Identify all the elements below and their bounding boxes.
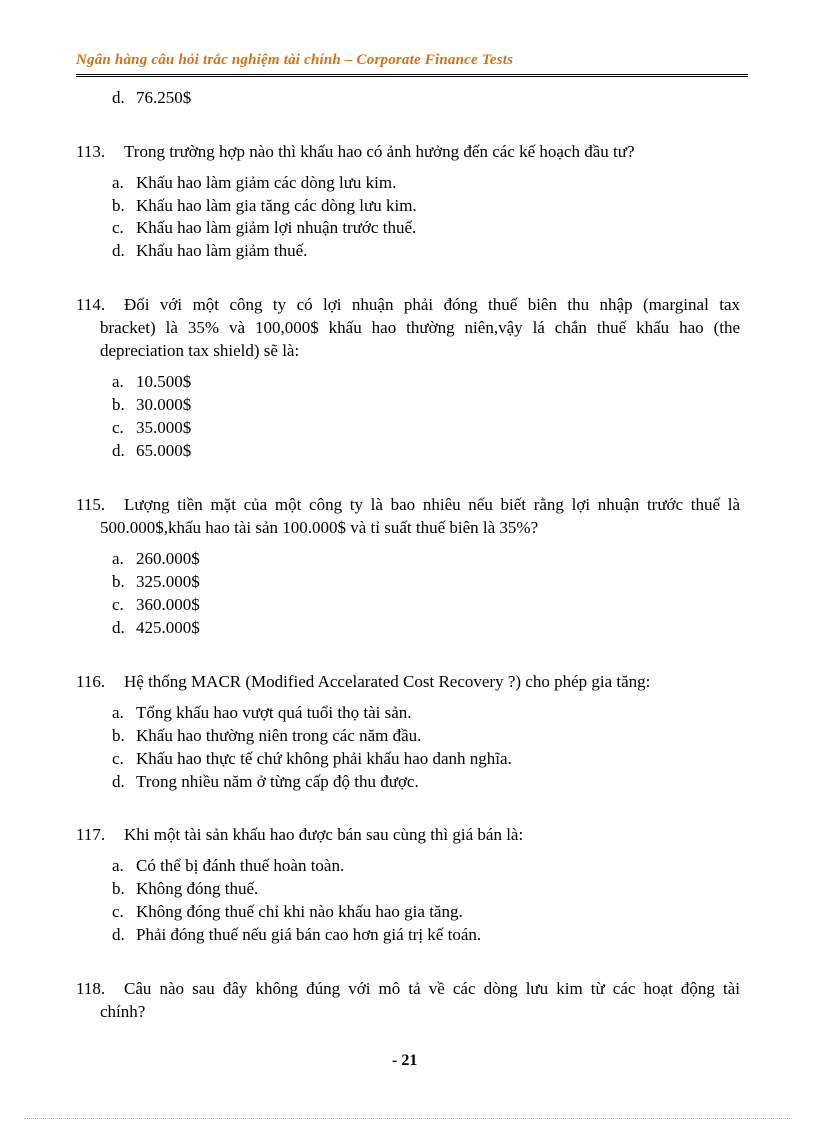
- page-bottom-border: [24, 1118, 792, 1119]
- option-b: [112, 724, 421, 747]
- option-a: [112, 370, 191, 393]
- option-b: [112, 194, 417, 217]
- question-text-line-2: bracket) là 35% và 100,000$ khấu hao thường niên,vậy lá chắn thuế khấu hao (the: [100, 318, 740, 337]
- option-d: [112, 439, 191, 462]
- option-a: [112, 547, 200, 570]
- option-letter: d.: [112, 618, 125, 637]
- option-letter: a.: [112, 856, 124, 875]
- option-text: 10.500$: [136, 372, 192, 391]
- question-number: 115.: [76, 495, 106, 514]
- option-text: Trong nhiều năm ở từng cấp độ thu được.: [136, 772, 419, 791]
- option-letter: a.: [112, 549, 124, 568]
- option-text: Khấu hao làm giảm lợi nhuận trước thuế.: [136, 218, 417, 237]
- option-a: [112, 701, 412, 724]
- option-letter: b.: [112, 879, 125, 898]
- option-d: [112, 616, 200, 639]
- option-text: 76.250$: [136, 88, 192, 107]
- option-text: 30.000$: [136, 395, 192, 414]
- question-number: 113.: [76, 142, 106, 161]
- option-d: [112, 923, 481, 946]
- option-text: 425.000$: [136, 618, 200, 637]
- question-number: 118.: [76, 979, 106, 998]
- question-text-line-3: depreciation tax shield) sẽ là:: [100, 341, 300, 360]
- option-text: Không đóng thuế chỉ khi nào khấu hao gia tăng.: [136, 902, 463, 921]
- option-letter: b.: [112, 726, 125, 745]
- option-a: [112, 171, 396, 194]
- question-number: 117.: [76, 825, 106, 844]
- option-text: 325.000$: [136, 572, 200, 591]
- option-text: Khấu hao làm gia tăng các dòng lưu kim.: [136, 196, 417, 215]
- option-c: [112, 593, 200, 616]
- option-letter: c.: [112, 902, 124, 921]
- question-text-line-1: Đối với một công ty có lợi nhuận phải đóng thuế biên thu nhập (marginal tax: [124, 295, 740, 314]
- option-text: 35.000$: [136, 418, 192, 437]
- page-number: - 21: [392, 1052, 418, 1069]
- option-c: [112, 747, 512, 770]
- option-letter: d.: [112, 441, 125, 460]
- option-letter: c.: [112, 749, 124, 768]
- page-header: Ngân hàng câu hỏi trắc nghiệm tài chính – Corporate Finance Tests: [76, 52, 514, 68]
- option-b: [112, 570, 200, 593]
- option-text: Có thể bị đánh thuế hoàn toàn.: [136, 856, 345, 875]
- question-text-line-1: Lượng tiền mặt của một công ty là bao nhiêu nếu biết rằng lợi nhuận trước thuế là: [124, 495, 740, 514]
- option-letter: b.: [112, 572, 125, 591]
- option-letter: d.: [112, 241, 125, 260]
- option-letter: a.: [112, 703, 124, 722]
- option-text: Khấu hao làm giảm các dòng lưu kim.: [136, 173, 397, 192]
- carryover-option: [112, 86, 191, 109]
- option-text: Khấu hao làm giảm thuế.: [136, 241, 308, 260]
- question-text-line-2: 500.000$,khấu hao tài sản 100.000$ và tỉ suất thuế biên là 35%?: [100, 518, 539, 537]
- option-text: 260.000$: [136, 549, 200, 568]
- option-letter: d.: [112, 88, 125, 107]
- option-d: [112, 239, 307, 262]
- question-number: 116.: [76, 672, 106, 691]
- option-text: Tổng khấu hao vượt quá tuổi thọ tài sản.: [136, 703, 412, 722]
- header-divider: [76, 74, 748, 77]
- question-text-line-2: chính?: [100, 1002, 146, 1021]
- option-text: Khấu hao thường niên trong các năm đầu.: [136, 726, 422, 745]
- question-text-line-1: Câu nào sau đây không đúng với mô tả về các dòng lưu kim từ các hoạt động tài: [124, 979, 740, 998]
- option-letter: c.: [112, 418, 124, 437]
- question-text: Khi một tài sản khấu hao được bán sau cùng thì giá bán là:: [124, 825, 524, 844]
- option-letter: b.: [112, 395, 125, 414]
- option-text: Khấu hao thực tế chứ không phải khấu hao danh nghĩa.: [136, 749, 512, 768]
- option-letter: c.: [112, 595, 124, 614]
- option-c: [112, 900, 463, 923]
- option-c: [112, 216, 416, 239]
- option-text: 65.000$: [136, 441, 192, 460]
- question-number: 114.: [76, 295, 106, 314]
- option-a: [112, 854, 344, 877]
- option-c: [112, 416, 191, 439]
- option-letter: b.: [112, 196, 125, 215]
- question-text: Hệ thống MACR (Modified Accelarated Cost Recovery ?) cho phép gia tăng:: [124, 672, 651, 691]
- option-text: Không đóng thuế.: [136, 879, 259, 898]
- option-text: Phải đóng thuế nếu giá bán cao hơn giá trị kế toán.: [136, 925, 482, 944]
- option-letter: d.: [112, 772, 125, 791]
- option-letter: a.: [112, 372, 124, 391]
- option-b: [112, 393, 191, 416]
- option-letter: d.: [112, 925, 125, 944]
- option-text: 360.000$: [136, 595, 200, 614]
- question-text: Trong trường hợp nào thì khấu hao có ảnh hưởng đến các kế hoạch đầu tư?: [124, 142, 635, 161]
- option-b: [112, 877, 258, 900]
- option-letter: c.: [112, 218, 124, 237]
- option-letter: a.: [112, 173, 124, 192]
- option-d: [112, 770, 419, 793]
